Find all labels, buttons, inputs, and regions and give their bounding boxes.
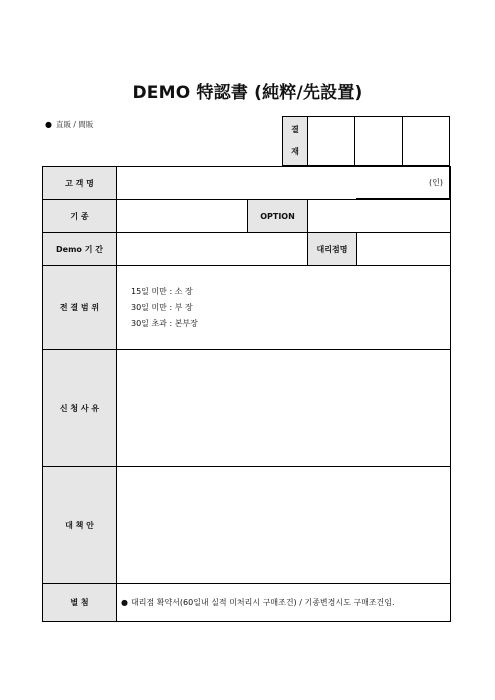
approval-slot-1[interactable] [308, 117, 355, 166]
customer-label: 고 객 명 [43, 167, 117, 200]
approval-scope-line: 30일 미만 : 부 장 [131, 302, 193, 312]
customer-field[interactable] [117, 167, 357, 200]
option-field[interactable] [308, 200, 451, 233]
demo-period-row [43, 233, 451, 266]
document-title: DEMO 特認書 (純粹/先設置) [132, 83, 363, 103]
model-field[interactable] [117, 200, 248, 233]
attachment-text: 대리점 확약서(60일내 실적 미처리시 구매조건) / 기종변경시도 구매조건임. [130, 598, 395, 607]
attachment-content [117, 584, 451, 622]
approval-scope-line: 15일 미만 : 소 장 [131, 286, 193, 296]
countermeasure-row [43, 467, 451, 584]
dealer-label: 대리점명 [308, 233, 357, 266]
bullet-icon: ● [45, 120, 52, 129]
approval-box [282, 116, 450, 166]
approval-label [283, 117, 308, 166]
option-label: OPTION [248, 200, 308, 233]
sales-type-choice [45, 119, 93, 130]
reason-field[interactable] [117, 350, 451, 467]
sales-type-text: 直販 / 間販 [55, 120, 94, 129]
demo-period-field[interactable] [117, 233, 308, 266]
approval-label-line1: 결 [291, 125, 299, 134]
attachment-label: 별 첨 [43, 584, 117, 622]
approval-label-line2: 재 [291, 147, 299, 156]
demo-form-table [42, 166, 451, 622]
approval-scope-content [117, 266, 451, 350]
bullet-icon: ● [121, 598, 128, 607]
approval-scope-row [43, 266, 451, 350]
approval-slot-3[interactable] [402, 117, 449, 166]
dealer-field[interactable] [357, 233, 451, 266]
countermeasure-label: 대 책 안 [43, 467, 117, 584]
seal-mark: (인) [429, 178, 443, 187]
approval-scope-label: 전 결 범 위 [43, 266, 117, 350]
model-row [43, 200, 451, 233]
model-label: 기 종 [43, 200, 117, 233]
approval-slot-2[interactable] [355, 117, 402, 166]
reason-label: 신 청 사 유 [43, 350, 117, 467]
approval-scope-line: 30일 초과 : 본부장 [131, 318, 198, 328]
reason-row [43, 350, 451, 467]
attachment-row [43, 584, 451, 622]
sr-field[interactable] [356, 166, 450, 199]
demo-period-label: Demo 기 간 [43, 233, 117, 266]
countermeasure-field[interactable] [117, 467, 451, 584]
